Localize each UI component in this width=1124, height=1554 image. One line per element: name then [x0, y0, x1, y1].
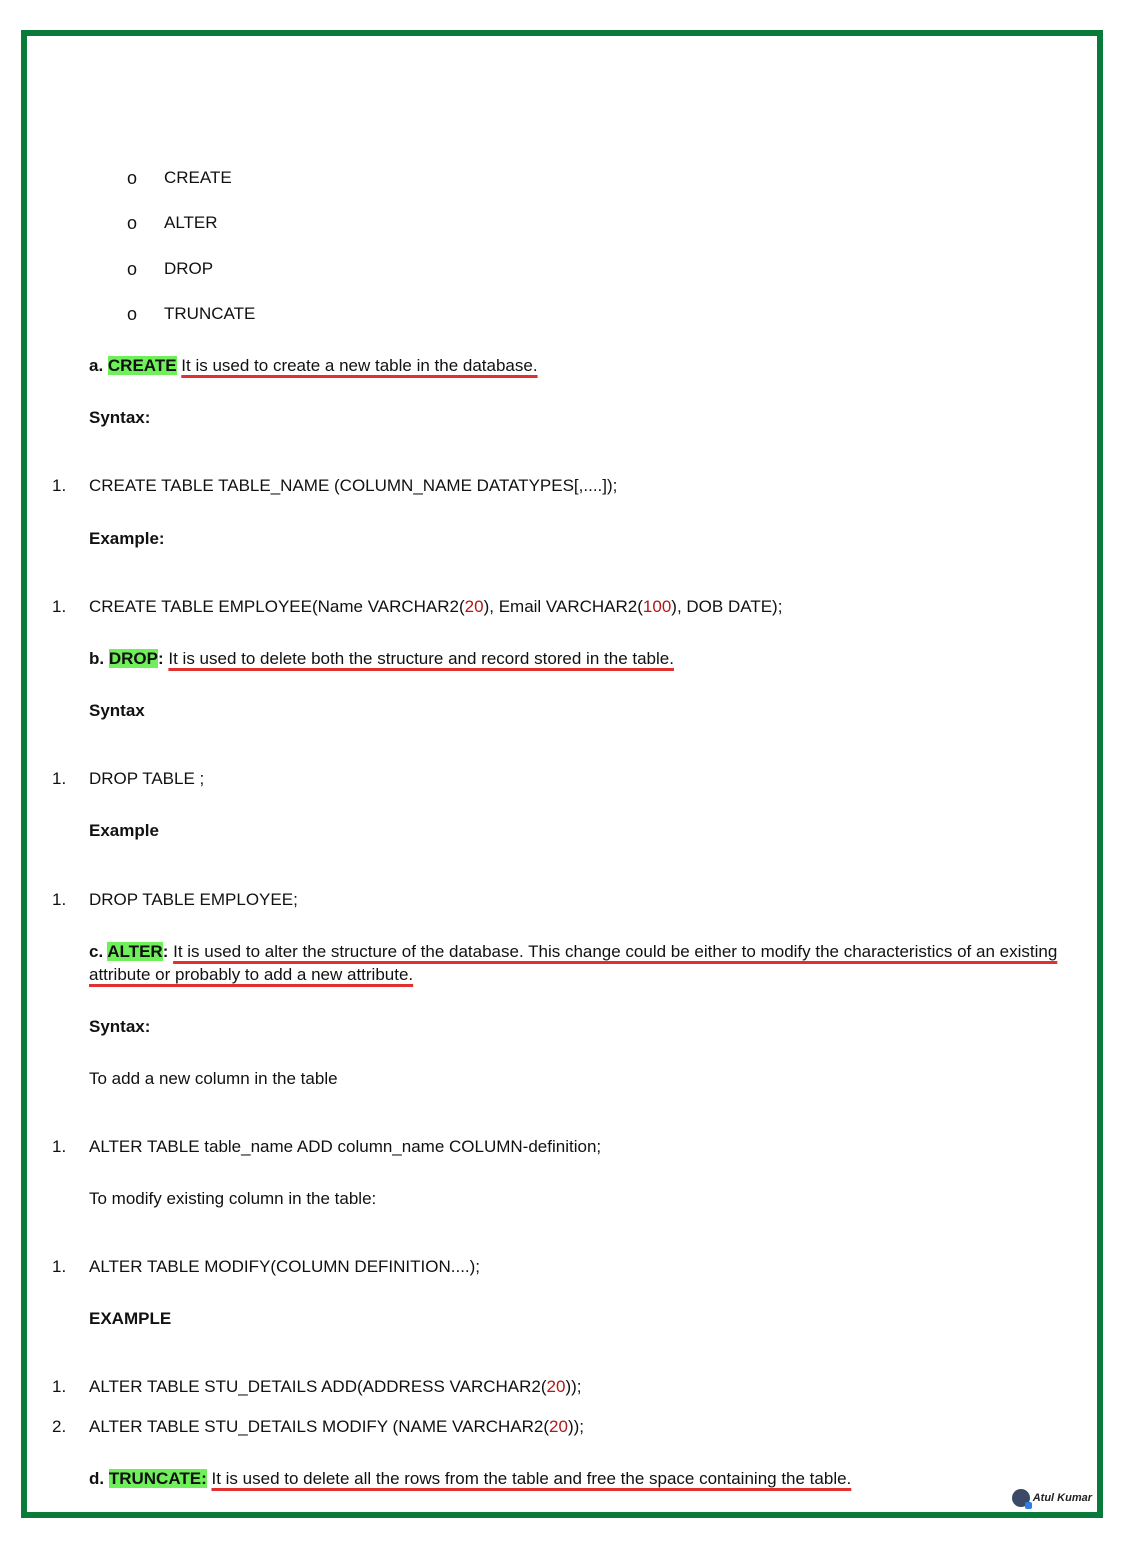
bullet-glyph: o [127, 304, 138, 324]
alter-modify-intro: To modify existing column in the table: [89, 1189, 377, 1208]
bullet-item-create: CREATE [164, 168, 232, 187]
alter-heading [89, 942, 1057, 962]
list-number: 1. [52, 597, 67, 616]
bullet-item-alter: ALTER [164, 213, 218, 232]
create-prefix: a. [89, 356, 108, 375]
drop-heading [89, 649, 674, 669]
list-number: 2. [52, 1417, 67, 1436]
code-text: ALTER TABLE STU_DETAILS MODIFY (NAME VARCHAR2( [89, 1417, 550, 1436]
alter-add-code: ALTER TABLE table_name ADD column_name COLUMN-definition; [89, 1137, 602, 1156]
drop-example-label: Example [89, 821, 159, 840]
truncate-keyword: TRUNCATE: [108, 1469, 207, 1488]
bullet-glyph: o [127, 213, 138, 233]
code-text: ), Email VARCHAR2( [483, 597, 643, 616]
bullet-item-truncate: TRUNCATE [164, 304, 256, 323]
alter-example-1 [89, 1377, 582, 1397]
alter-example-label: EXAMPLE [89, 1309, 172, 1328]
list-number: 1. [52, 1257, 67, 1276]
list-number: 1. [52, 476, 67, 495]
create-example-label: Example: [89, 529, 165, 548]
create-syntax-label: Syntax: [89, 408, 151, 427]
drop-prefix: b. [89, 649, 109, 668]
code-number: 20 [546, 1377, 566, 1396]
drop-description: It is used to delete both the structure and record stored in the table. [168, 649, 674, 668]
alter-syntax-label: Syntax: [89, 1017, 151, 1036]
alter-add-intro: To add a new column in the table [89, 1069, 338, 1088]
create-example-code [89, 597, 782, 617]
avatar-icon [1012, 1489, 1030, 1507]
alter-modify-code: ALTER TABLE MODIFY(COLUMN DEFINITION....); [89, 1257, 481, 1276]
code-number: 20 [549, 1417, 568, 1436]
code-text: )); [567, 1417, 585, 1436]
list-number: 1. [52, 1377, 67, 1396]
code-text: )); [565, 1377, 582, 1396]
create-keyword: CREATE [107, 356, 177, 375]
list-number: 1. [52, 769, 67, 788]
drop-example-code: DROP TABLE EMPLOYEE; [89, 890, 298, 909]
logo-text: Atul Kumar [1032, 1492, 1092, 1504]
code-number: 20 [464, 597, 484, 616]
code-text: ALTER TABLE STU_DETAILS ADD(ADDRESS VARCHAR2( [89, 1377, 547, 1396]
alter-keyword: ALTER [107, 942, 163, 961]
create-description: It is used to create a new table in the database. [181, 356, 538, 375]
bullet-glyph: o [127, 168, 138, 188]
code-text: CREATE TABLE EMPLOYEE(Name VARCHAR2( [89, 597, 465, 616]
drop-syntax-label: Syntax [89, 701, 145, 720]
list-number: 1. [52, 1137, 67, 1156]
truncate-prefix: d. [89, 1469, 109, 1488]
code-text: ), DOB DATE); [671, 597, 783, 616]
code-number: 100 [642, 597, 672, 616]
author-logo [1012, 1489, 1092, 1507]
truncate-description: It is used to delete all the rows from the table and free the space containing the table. [211, 1469, 852, 1488]
create-syntax-code: CREATE TABLE TABLE_NAME (COLUMN_NAME DATATYPES[,....]); [89, 476, 618, 495]
list-number: 1. [52, 890, 67, 909]
alter-colon: : [162, 942, 169, 961]
truncate-heading [89, 1469, 851, 1489]
alter-prefix: c. [89, 942, 108, 961]
drop-syntax-code: DROP TABLE ; [89, 769, 205, 788]
bullet-glyph: o [127, 259, 138, 279]
alter-example-2 [89, 1417, 584, 1437]
drop-keyword: DROP [108, 649, 158, 668]
bullet-item-drop: DROP [164, 259, 214, 278]
alter-description-line2: attribute or probably to add a new attribute. [89, 965, 414, 984]
drop-colon: : [157, 649, 164, 668]
alter-description-line1: It is used to alter the structure of the database. This change could be either to modify the characteristics of an existing [173, 942, 1058, 961]
create-heading [89, 356, 538, 376]
